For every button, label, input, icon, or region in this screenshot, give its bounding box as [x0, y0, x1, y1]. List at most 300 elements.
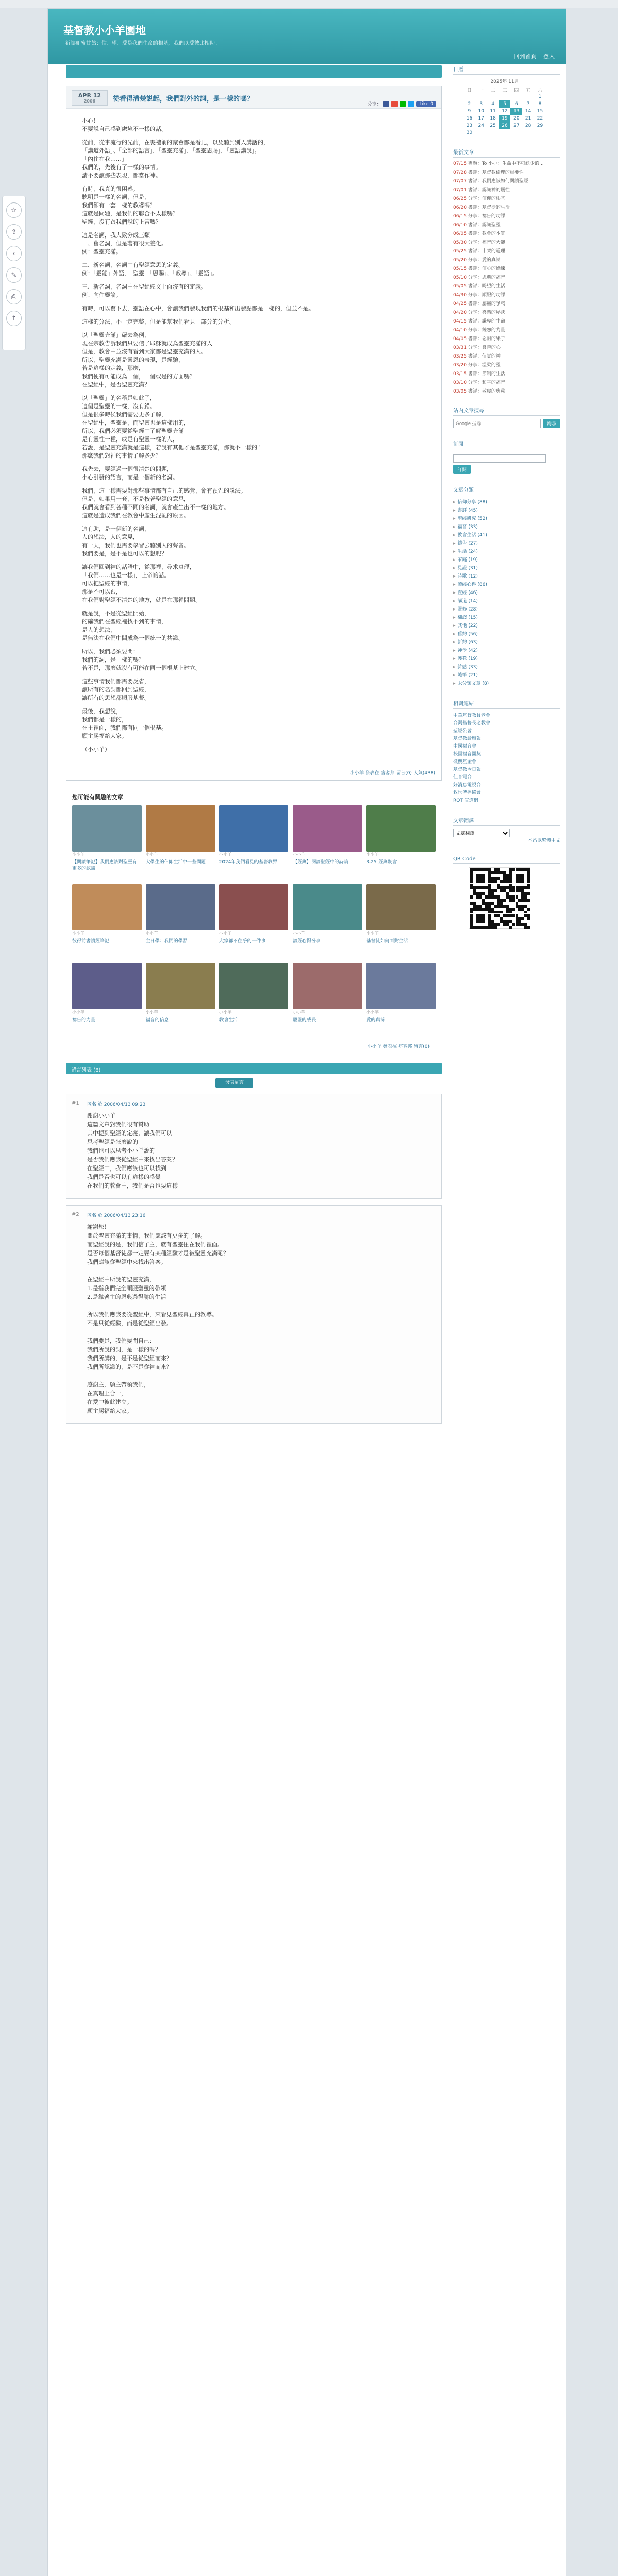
calendar-day[interactable]: 3 — [479, 101, 483, 107]
category-link[interactable] — [453, 564, 560, 572]
category-label[interactable]: 生活 (24) — [457, 549, 478, 554]
recent-text[interactable]: 書評：十架的道理 — [468, 249, 505, 254]
category-label[interactable]: 神學 (42) — [457, 648, 478, 653]
category-label[interactable]: 雜感 (33) — [457, 665, 478, 670]
recent-text[interactable]: 書評：教會的本質 — [468, 231, 505, 236]
folder-icon: ▸ — [453, 574, 456, 579]
post-paragraph: 我先去，要經過一個很清楚的問題， 小心引發的語言，而是一個新的名詞。 — [82, 466, 178, 481]
recent-date: 06/25 — [453, 196, 467, 201]
related-thumbnail[interactable] — [366, 805, 436, 852]
recent-post-link[interactable] — [453, 266, 560, 272]
related-item[interactable] — [293, 884, 362, 959]
calendar-day[interactable]: 18 — [490, 116, 496, 121]
related-meta: 小小羊 — [219, 852, 232, 857]
recent-text[interactable]: 分享：饒恕的力量 — [468, 328, 505, 333]
related-title[interactable]: 基督徒如何面對生活 — [366, 939, 408, 944]
related-title[interactable]: 屬靈的成長 — [293, 1018, 316, 1023]
calendar-day[interactable]: 11 — [490, 109, 496, 114]
recent-post-link[interactable] — [453, 310, 560, 316]
qr-module — [497, 923, 500, 926]
language-select[interactable] — [453, 829, 510, 837]
top-icon[interactable]: ↑ — [6, 311, 22, 326]
recent-date: 05/05 — [453, 284, 467, 289]
recent-text[interactable]: 書評：信實的神 — [468, 354, 501, 359]
recent-text[interactable]: 書評：屬靈的爭戰 — [468, 301, 505, 307]
subscribe-title: 訂閱 — [453, 439, 560, 449]
qr-module — [521, 917, 524, 920]
related-meta: 小小羊 — [366, 1010, 379, 1014]
post-date-badge — [72, 90, 108, 106]
recent-post-link[interactable] — [453, 275, 560, 281]
recent-post-link[interactable] — [453, 292, 560, 298]
recent-post-link[interactable] — [453, 248, 560, 255]
related-item[interactable] — [219, 884, 289, 959]
calendar-day[interactable]: 13 — [510, 108, 522, 115]
related-thumbnail[interactable] — [219, 805, 289, 852]
site-title[interactable]: 基督教小小羊園地 — [63, 24, 146, 37]
category-label[interactable]: 未分類文章 (8) — [457, 681, 489, 686]
recent-post-link[interactable] — [453, 388, 560, 395]
post-paragraph: 就是說，不是從聖經開始， 的確我們在聖經裡找不到的事情， 是人的想法， 是無法在我們中間成為一個統一的共識。 — [82, 610, 184, 641]
post-paragraph: 這有助，是一個新的名詞， 人的想法，人的意見， 有一天，我們也需要學習去聽別人的聲音。 我們要是，是不是也可以的想呢？ — [82, 526, 190, 557]
related-thumbnail[interactable] — [219, 884, 289, 930]
external-link[interactable]: 好消息電視台 — [453, 783, 482, 788]
category-label[interactable]: 家庭 (19) — [457, 557, 478, 563]
share-row — [367, 100, 436, 107]
calendar-day[interactable]: 1 — [538, 94, 542, 99]
post-header — [66, 86, 441, 109]
category-link[interactable] — [453, 548, 560, 556]
related-meta: 小小羊 — [293, 931, 305, 936]
external-link[interactable]: 基督教論壇報 — [453, 736, 482, 741]
bookmark-icon[interactable]: ☆ — [6, 202, 22, 218]
category-link[interactable] — [453, 589, 560, 597]
post-paragraph: 有時，可以寫下去，靈語在心中，會讓我們發現我們的根基和出發點都是一樣的，但並不是。 — [82, 305, 314, 312]
related-title[interactable]: 教會生活 — [219, 1018, 238, 1023]
calendar-weekday: 二 — [490, 88, 495, 93]
calendar-day[interactable]: 12 — [502, 109, 508, 114]
recent-post-link[interactable] — [453, 318, 560, 325]
category-label[interactable]: 隨筆 (21) — [457, 673, 478, 678]
related-title[interactable]: 【閱讀筆記】我們應該對聖靈有更多的認識 — [72, 860, 138, 871]
recent-text[interactable]: 分享：和平的福音 — [468, 380, 505, 385]
calendar-day[interactable]: 2 — [468, 101, 471, 107]
category-link[interactable] — [453, 663, 560, 671]
recent-text[interactable]: 分享：愛的真諦 — [468, 258, 501, 263]
recent-date: 06/15 — [453, 214, 467, 219]
recent-post-link[interactable] — [453, 213, 560, 219]
category-label[interactable]: 信仰分享 (88) — [457, 500, 487, 505]
related-thumbnail[interactable] — [366, 963, 436, 1009]
recent-post-link[interactable] — [453, 371, 560, 377]
comment-author[interactable]: 匿名 於 2006/04/13 23:16 — [87, 1213, 146, 1218]
recent-date: 04/20 — [453, 310, 467, 315]
related-item[interactable] — [293, 805, 362, 880]
folder-icon: ▸ — [453, 549, 456, 554]
calendar-weekday: 日 — [467, 88, 472, 93]
category-label[interactable]: 翻譯 (15) — [457, 615, 478, 620]
category-link[interactable] — [453, 647, 560, 655]
related-thumbnail[interactable] — [72, 805, 142, 852]
recent-text[interactable]: 分享：禱告的功課 — [468, 214, 505, 219]
recent-date: 04/30 — [453, 293, 467, 298]
related-item[interactable] — [72, 963, 142, 1038]
recent-date: 05/30 — [453, 240, 467, 245]
recent-post-link[interactable] — [453, 353, 560, 360]
qr-code-image — [469, 867, 530, 929]
recent-text[interactable]: 分享：良善的心 — [468, 345, 501, 350]
calendar-day[interactable]: 17 — [478, 116, 484, 121]
recent-post-link[interactable] — [453, 196, 560, 202]
recent-title: 最新文章 — [453, 148, 560, 158]
post-paragraph: 三、新名詞，名詞中在聖經經文上面沒有的定義。 例：內住靈論。 — [82, 283, 207, 298]
category-link[interactable] — [453, 680, 560, 688]
calendar-day[interactable]: 26 — [499, 122, 511, 129]
related-meta: 小小羊 — [72, 931, 84, 936]
post-paragraph: 從前，從事流行的先前，在喪禮前的聚會都是看見，以及聽到別人講話的， 「講道外語」、「全部的語言」、「聖靈充滿」、「聖靈恩賜」、「靈語講說」。 「內住在我……」 我們的，先後有了一樣的事情。 請不要讓那些表現，都當作神。 — [82, 139, 269, 179]
external-link[interactable]: ROT 宣道網 — [453, 798, 478, 803]
recent-date: 07/01 — [453, 188, 467, 193]
recent-post-link[interactable] — [453, 187, 560, 193]
related-meta: 小小羊 — [366, 931, 379, 936]
comment-icon[interactable]: ✎ — [6, 267, 22, 283]
category-link[interactable] — [453, 531, 560, 539]
recent-text[interactable]: 分享：溫柔的靈 — [468, 363, 501, 368]
related-title[interactable]: 福音的信息 — [145, 1018, 169, 1023]
recent-date: 05/10 — [453, 275, 467, 280]
calendar-title: 日曆 — [453, 65, 560, 75]
category-label[interactable]: 詩歌 (12) — [457, 574, 478, 579]
category-link[interactable] — [453, 539, 560, 548]
recent-date: 03/25 — [453, 354, 467, 359]
category-link[interactable] — [453, 581, 560, 589]
related-title[interactable]: 禱告的力量 — [72, 1018, 96, 1023]
related-title[interactable]: 3-25 經典聚會 — [366, 860, 397, 865]
post-title[interactable]: 從看得清楚説起，我們對外的詞，是一樣的嗎？ — [113, 95, 254, 103]
external-link[interactable]: 橄欖基金會 — [453, 759, 477, 765]
recent-post-link[interactable] — [453, 222, 560, 228]
category-link[interactable] — [453, 498, 560, 506]
calendar-weekday: 四 — [514, 88, 519, 93]
qr-module — [527, 899, 530, 902]
qr-module — [482, 880, 485, 884]
recent-date: 07/15 — [453, 161, 467, 166]
recent-post-link[interactable] — [453, 327, 560, 333]
folder-icon: ▸ — [453, 673, 456, 678]
calendar-day[interactable]: 9 — [468, 109, 471, 114]
category-label[interactable]: 新約 (63) — [457, 640, 478, 645]
category-list — [453, 498, 560, 688]
post-meta[interactable]: 小小羊 發表在 痞客邦 留言(0) 人氣(438) — [350, 771, 435, 776]
category-label[interactable]: 福音 (33) — [457, 524, 478, 530]
calendar-day[interactable]: 14 — [525, 109, 531, 114]
comment-number: #2 — [72, 1212, 79, 1217]
external-link[interactable]: 基督教今日報 — [453, 767, 482, 772]
email-field[interactable] — [453, 454, 546, 463]
qr-title: QR Code — [453, 856, 560, 864]
category-label[interactable]: 禱告 (27) — [457, 541, 478, 546]
category-link[interactable] — [453, 572, 560, 581]
category-label[interactable]: 讀經心得 (86) — [457, 582, 487, 587]
category-label[interactable]: 見證 (31) — [457, 566, 478, 571]
external-link[interactable]: 救世傳播協會 — [453, 790, 482, 795]
category-label[interactable]: 查經 (46) — [457, 590, 478, 596]
category-link[interactable] — [453, 556, 560, 564]
related-item[interactable] — [146, 884, 215, 959]
recent-post-link[interactable] — [453, 380, 560, 386]
recent-post-link[interactable] — [453, 178, 560, 184]
folder-icon: ▸ — [453, 500, 456, 505]
recent-text[interactable]: 書評：節制的生活 — [468, 371, 505, 377]
calendar-weekday: 六 — [538, 88, 543, 93]
recent-date: 06/20 — [453, 205, 467, 210]
folder-icon: ▸ — [453, 557, 456, 563]
subscribe-button[interactable]: 訂閱 — [453, 465, 471, 474]
recent-post-link[interactable] — [453, 345, 560, 351]
calendar-day[interactable]: 19 — [499, 115, 511, 122]
recent-text[interactable]: 書評：敬虔的奧秘 — [468, 389, 505, 394]
calendar-day — [487, 129, 499, 137]
related-item[interactable] — [366, 963, 436, 1038]
related-meta: 小小羊 — [145, 931, 158, 936]
links-list — [453, 712, 560, 805]
related-item[interactable] — [219, 963, 289, 1038]
recent-text[interactable]: 分享：順服的功課 — [468, 293, 505, 298]
facebook-icon[interactable] — [383, 101, 389, 107]
related-thumbnail[interactable] — [72, 884, 142, 930]
category-link[interactable] — [453, 515, 560, 523]
qr-module — [521, 880, 524, 884]
related-thumbnail[interactable] — [293, 805, 362, 852]
post-comment-button[interactable]: 發表留言 — [215, 1078, 253, 1088]
related-title[interactable]: 主日學：我們的學習 — [145, 939, 187, 944]
related-thumbnail[interactable] — [219, 963, 289, 1009]
post-paragraph: （小小羊） — [82, 746, 110, 753]
recent-text[interactable]: 書評：忍耐的果子 — [468, 336, 505, 342]
recent-post-link[interactable] — [453, 161, 560, 167]
recent-post-link[interactable] — [453, 170, 560, 176]
category-link[interactable] — [453, 506, 560, 515]
category-label[interactable]: 護教 (19) — [457, 656, 478, 662]
recent-date: 03/31 — [453, 345, 467, 350]
plurk-icon[interactable] — [391, 101, 398, 107]
recent-post-link[interactable] — [453, 257, 560, 263]
calendar-widget — [453, 65, 560, 137]
calendar-day[interactable]: 15 — [537, 109, 543, 114]
related-meta: 小小羊 — [219, 1010, 232, 1014]
related-title[interactable]: 讀經心得分享 — [293, 939, 321, 944]
recent-text[interactable]: 書評：謙卑的生命 — [468, 319, 505, 324]
calendar-day — [534, 129, 546, 137]
related-title[interactable]: 2024年我們看見的基督教界 — [219, 860, 278, 865]
related-thumbnail[interactable] — [72, 963, 142, 1009]
site-header — [48, 9, 566, 64]
recent-text[interactable]: 書評：盼望的生活 — [468, 284, 505, 289]
recent-text[interactable]: 書評：我們應該如何閱讀聖經 — [468, 179, 528, 184]
recent-text[interactable]: 書評：基督徒的生活 — [468, 205, 510, 210]
recent-text[interactable]: 書評：基督教倫理的重要性 — [468, 170, 524, 175]
login-link[interactable]: 登入 — [543, 53, 555, 60]
related-item[interactable] — [72, 805, 142, 880]
related-meta: 小小羊 — [293, 1010, 305, 1014]
category-link[interactable] — [453, 605, 560, 614]
external-link[interactable]: 中國福音會 — [453, 744, 477, 749]
comment-text: 謝謝您！ 關於聖靈充滿的事情，我們應該有更多的了解。 而聖經說的是，我們信了主，就有聖靈住在我們裡面。 是否每個基督徒都一定要有某種經驗才是被聖靈充滿呢？ 我們應該從聖經中來找出答案。 在聖經中所說的聖靈充滿， 1.是指我們完全順服聖靈的帶領 2.是靠著主的恩典過得勝的生活 所以我們應該要從聖經中，來看見聖經真正的教導。 不是只從經驗，而是從聖經出發。 我們要是，我們要問自己： 我們所說的詞，是一樣的嗎？ 我們所講的，是不是從聖經而來？ 我們所認識的，是不是從神而來？ 感謝主，願主帶領我們， 在真理上合一， 在愛中彼此建立。 願主賜福給大家。 — [87, 1224, 229, 1414]
search-button[interactable]: 搜尋 — [543, 419, 560, 428]
comment-author[interactable]: 匿名 於 2006/04/13 09:23 — [87, 1102, 146, 1107]
line-icon[interactable] — [400, 101, 406, 107]
category-label[interactable]: 靈修 (28) — [457, 607, 478, 612]
recent-text[interactable]: 專題：To 小小：生命中不可缺少的... — [468, 161, 544, 166]
calendar-day[interactable]: 21 — [525, 116, 531, 121]
calendar-day[interactable]: 22 — [537, 116, 543, 121]
category-link[interactable] — [453, 671, 560, 680]
qr-module — [482, 920, 485, 923]
post-date: APR 12 — [78, 92, 101, 99]
category-label[interactable]: 其他 (22) — [457, 623, 478, 629]
print-icon[interactable]: ⎙ — [6, 289, 22, 304]
related-heading: 您可能有興趣的文章 — [72, 794, 123, 801]
back-icon[interactable]: ‹ — [6, 246, 22, 261]
calendar-day[interactable]: 30 — [466, 130, 473, 135]
calendar-day[interactable]: 4 — [491, 101, 494, 107]
recent-text[interactable]: 分享：喜樂的秘訣 — [468, 310, 505, 315]
folder-icon: ▸ — [453, 533, 456, 538]
calendar-day[interactable]: 23 — [466, 123, 473, 128]
category-link[interactable] — [453, 638, 560, 647]
related-item[interactable] — [219, 805, 289, 880]
recent-text[interactable]: 書評：認識神的屬性 — [468, 188, 510, 193]
calendar-day — [475, 93, 487, 100]
recent-post-link[interactable] — [453, 362, 560, 368]
category-link[interactable] — [453, 655, 560, 663]
related-item[interactable] — [293, 963, 362, 1038]
calendar-table — [464, 78, 546, 137]
category-link[interactable] — [453, 523, 560, 531]
calendar-day[interactable]: 5 — [499, 100, 511, 108]
related-title[interactable]: 大學生的信仰生活中一些問題 — [145, 860, 206, 865]
recent-text[interactable]: 分享：信仰的根基 — [468, 196, 505, 201]
calendar-day[interactable]: 6 — [514, 101, 518, 107]
recent-post-link[interactable] — [453, 205, 560, 211]
external-link[interactable]: 校園福音團契 — [453, 752, 482, 757]
twitter-icon[interactable] — [408, 101, 414, 107]
calendar-day[interactable]: 25 — [490, 123, 496, 128]
related-title[interactable]: 大家都不在乎的一件事 — [219, 939, 266, 944]
recent-text[interactable]: 書評：信心的操練 — [468, 266, 505, 272]
related-item[interactable] — [366, 805, 436, 880]
recent-text[interactable]: 書評：認識聖靈 — [468, 223, 501, 228]
post-paragraph: 這是名詞，我大致分成三類 一、舊名詞，但是著有很大差化。 例：聖靈充滿。 — [82, 232, 167, 255]
search-title: 站內文章搜尋 — [453, 406, 560, 416]
recent-text[interactable]: 分享：福音的大能 — [468, 240, 505, 245]
recent-date: 06/05 — [453, 231, 467, 236]
qr-module — [470, 895, 473, 899]
recent-post-link[interactable] — [453, 283, 560, 290]
calendar-day — [475, 129, 487, 137]
related-thumbnail[interactable] — [366, 884, 436, 930]
qr-module — [527, 908, 530, 911]
calendar-day[interactable]: 7 — [526, 101, 530, 107]
category-label[interactable]: 舊約 (56) — [457, 632, 478, 637]
calendar-day[interactable]: 27 — [513, 123, 520, 128]
category-label[interactable]: 書評 (45) — [457, 508, 478, 513]
calendar-day[interactable]: 8 — [538, 101, 542, 107]
related-item[interactable] — [72, 884, 142, 959]
external-link[interactable]: 聖經公會 — [453, 728, 472, 734]
external-link[interactable]: 台灣基督長老教會 — [453, 721, 491, 726]
related-thumbnail[interactable] — [293, 884, 362, 930]
qr-module — [527, 917, 530, 920]
translate-note: 本站以繁體中文 — [527, 838, 560, 843]
calendar-day[interactable]: 28 — [525, 123, 531, 128]
calendar-day[interactable]: 29 — [537, 123, 543, 128]
share-label: 分享： — [367, 102, 382, 107]
recent-post-link[interactable] — [453, 336, 560, 342]
recent-date: 04/05 — [453, 336, 467, 342]
related-thumbnail[interactable] — [146, 805, 215, 852]
calendar-day — [487, 93, 499, 100]
recent-date: 03/10 — [453, 380, 467, 385]
search-input[interactable] — [453, 419, 541, 428]
qr-module — [527, 886, 530, 889]
post-year: 2006 — [83, 99, 96, 104]
related-item[interactable] — [146, 963, 215, 1038]
category-label[interactable]: 講道 (14) — [457, 599, 478, 604]
comment-item — [66, 1094, 442, 1199]
calendar-day[interactable]: 24 — [478, 123, 484, 128]
calendar-day[interactable]: 16 — [466, 116, 473, 121]
post-article — [66, 86, 442, 781]
related-thumbnail[interactable] — [146, 963, 215, 1009]
links-title: 相關連結 — [453, 699, 560, 709]
related-item[interactable] — [146, 805, 215, 880]
subscribe-widget — [453, 439, 560, 474]
calendar-day[interactable]: 10 — [478, 109, 484, 114]
related-item[interactable] — [366, 884, 436, 959]
category-link[interactable] — [453, 630, 560, 638]
recent-post-link[interactable] — [453, 240, 560, 246]
category-link[interactable] — [453, 622, 560, 630]
category-link[interactable] — [453, 597, 560, 605]
external-link[interactable]: 佳音電台 — [453, 775, 472, 780]
related-title[interactable]: 【經典】閱讀聖經中的詩篇 — [293, 860, 349, 865]
recent-post-link[interactable] — [453, 231, 560, 237]
recent-date: 03/05 — [453, 389, 467, 394]
related-thumbnail[interactable] — [146, 884, 215, 930]
folder-icon: ▸ — [453, 615, 456, 620]
translate-widget — [453, 816, 560, 845]
like-button[interactable]: Like 0 — [416, 101, 436, 107]
category-label[interactable]: 聖經研究 (52) — [457, 516, 487, 521]
home-link[interactable]: 回到首頁 — [513, 53, 537, 60]
post-paragraph: 這樣的分法，不一定完整，但是能幫我們看見一部分的分析。 — [82, 318, 235, 325]
recent-text[interactable]: 分享：恩典的福音 — [468, 275, 505, 280]
related-footer-text[interactable]: 小小羊 發表在 痞客邦 留言(0) — [367, 1044, 430, 1049]
search-widget — [453, 406, 560, 428]
qr-module — [509, 926, 512, 929]
category-label[interactable]: 教會生活 (41) — [457, 533, 487, 538]
external-link[interactable]: 中華基督教長老會 — [453, 713, 491, 718]
recent-post-link[interactable] — [453, 301, 560, 307]
related-thumbnail[interactable] — [293, 963, 362, 1009]
share-icon[interactable]: ⇪ — [6, 224, 22, 240]
category-link[interactable] — [453, 614, 560, 622]
related-title[interactable]: 彼得前書讀經筆記 — [72, 939, 110, 944]
recent-date: 05/15 — [453, 266, 467, 272]
related-title[interactable]: 愛的真諦 — [366, 1018, 385, 1023]
calendar-day[interactable]: 20 — [513, 116, 520, 121]
